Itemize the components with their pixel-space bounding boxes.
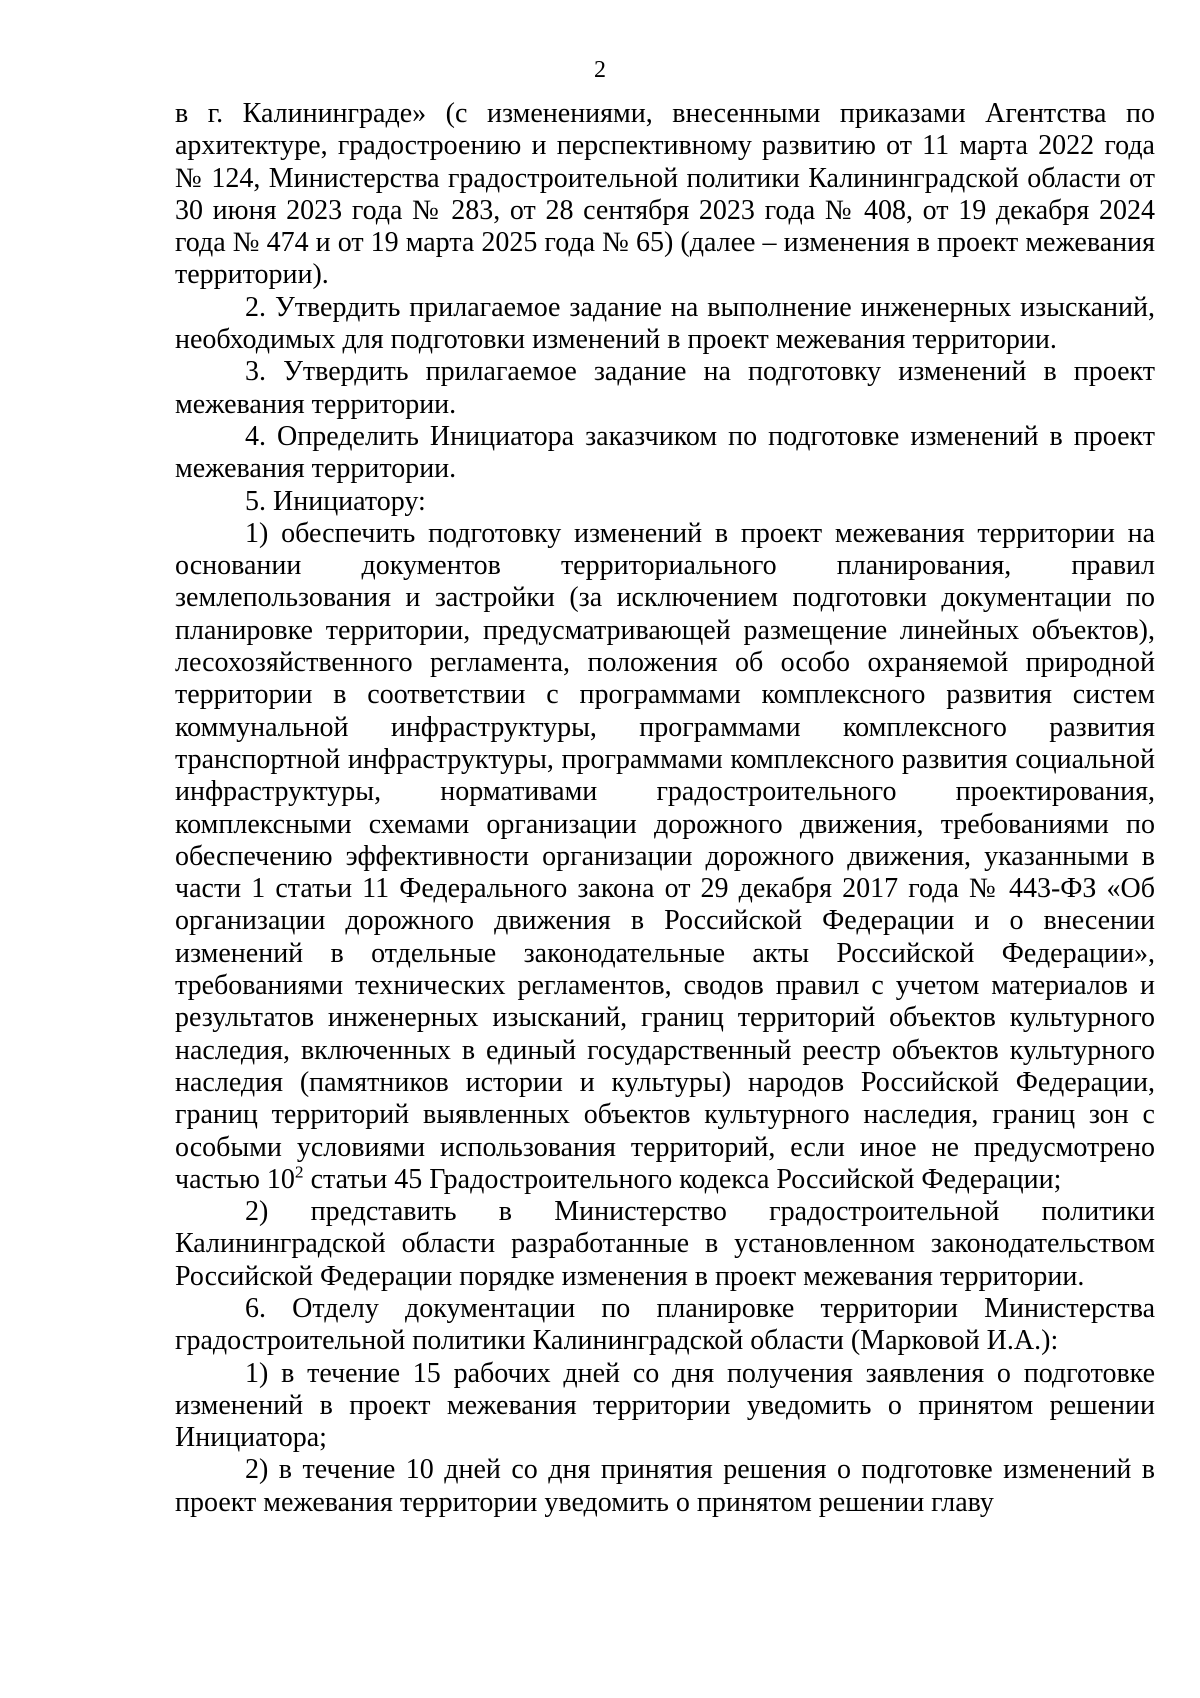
paragraph-item-5 xyxy=(175,486,1155,518)
paragraph-continuation xyxy=(175,98,1155,292)
paragraph-text: 2. Утвердить прилагаемое задание на выполнение инженерных изысканий, необходимых для подготовки изменений в проект межевания территории. xyxy=(175,291,1155,356)
paragraph-item-6 xyxy=(175,1293,1155,1358)
paragraph-text-after: статьи 45 Градостроительного кодекса Российской Федерации; xyxy=(303,1163,1062,1195)
paragraph-text: 3. Утвердить прилагаемое задание на подготовку изменений в проект межевания территории. xyxy=(175,356,1155,420)
paragraph-text: в г. Калининграде» (с изменениями, внесенными приказами Агентства по архитектуре, градостроению и перспективному развитию от 11 марта 2022 года № 124, Министерства градостроительной политики Калининградской области от 30 июня 2023 года № 283, от 28 сентября 2023 года № 408, от 19 декабря 2024 года № 474 и от 19 марта 2025 года № 65) (далее – изменения в проект межевания территории). xyxy=(175,98,1155,291)
paragraph-text: 1) обеспечить подготовку изменений в проект межевания территории на основании документов территориального планирования, правил землепользования и застройки (за исключением подготовки документации по планировке территории, предусматривающей размещение линейных объектов), лесохозяйственного регламента, положения об особо охраняемой природной территории в соответствии с программами комплексного развития систем коммунальной инфраструктуры, программами комплексного развития транспортной инфраструктуры, программами комплексного развития социальной инфраструктуры, нормативами градостроительного проектирования, комплексными схемами организации дорожного движения, требованиями по обеспечению эффективности организации дорожного движения, указанными в части 1 статьи 11 Федерального закона от 29 декабря 2017 года № 443-ФЗ «Об организации дорожного движения в Российской Федерации и о внесении изменений в отдельные законодательные акты Российской Федерации», требованиями технических регламентов, сводов правил с учетом материалов и результатов инженерных изысканий, границ территорий объектов культурного наследия, включенных в единый государственный реестр объектов культурного наследия (памятников истории и культуры) народов Российской Федерации, границ территорий выявленных объектов культурного наследия, границ зон с особыми условиями использования территорий, если иное не предусмотрено частью 10 xyxy=(175,517,1155,1195)
paragraph-item-3 xyxy=(175,356,1155,421)
paragraph-item-6-2 xyxy=(175,1454,1155,1519)
paragraph-text: 2) в течение 10 дней со дня принятия решения о подготовке изменений в проект межевания территории уведомить о принятом решении главу xyxy=(175,1454,1155,1518)
paragraph-item-5-2 xyxy=(175,1196,1155,1293)
paragraph-text: 6. Отделу документации по планировке территории Министерства градостроительной политики Калининградской области (Марковой И.А.): xyxy=(175,1292,1155,1357)
paragraph-item-5-1 xyxy=(175,518,1155,1196)
paragraph-text: 2) представить в Министерство градостроительной политики Калининградской области разработанные в установленном законодательством Российской Федерации порядке изменения в проект межевания территории. xyxy=(175,1196,1155,1292)
paragraph-text: 1) в течение 15 рабочих дней со дня получения заявления о подготовке изменений в проект межевания территории уведомить о принятом решении Инициатора; xyxy=(175,1357,1155,1454)
document-body xyxy=(175,98,1155,1519)
superscript: 2 xyxy=(294,1162,304,1182)
paragraph-item-4 xyxy=(175,421,1155,486)
page-number: 2 xyxy=(594,57,606,83)
paragraph-text: 5. Инициатору: xyxy=(245,485,426,517)
paragraph-item-6-1 xyxy=(175,1358,1155,1455)
paragraph-text: 4. Определить Инициатора заказчиком по подготовке изменений в проект межевания территории. xyxy=(175,420,1155,485)
paragraph-item-2 xyxy=(175,292,1155,357)
